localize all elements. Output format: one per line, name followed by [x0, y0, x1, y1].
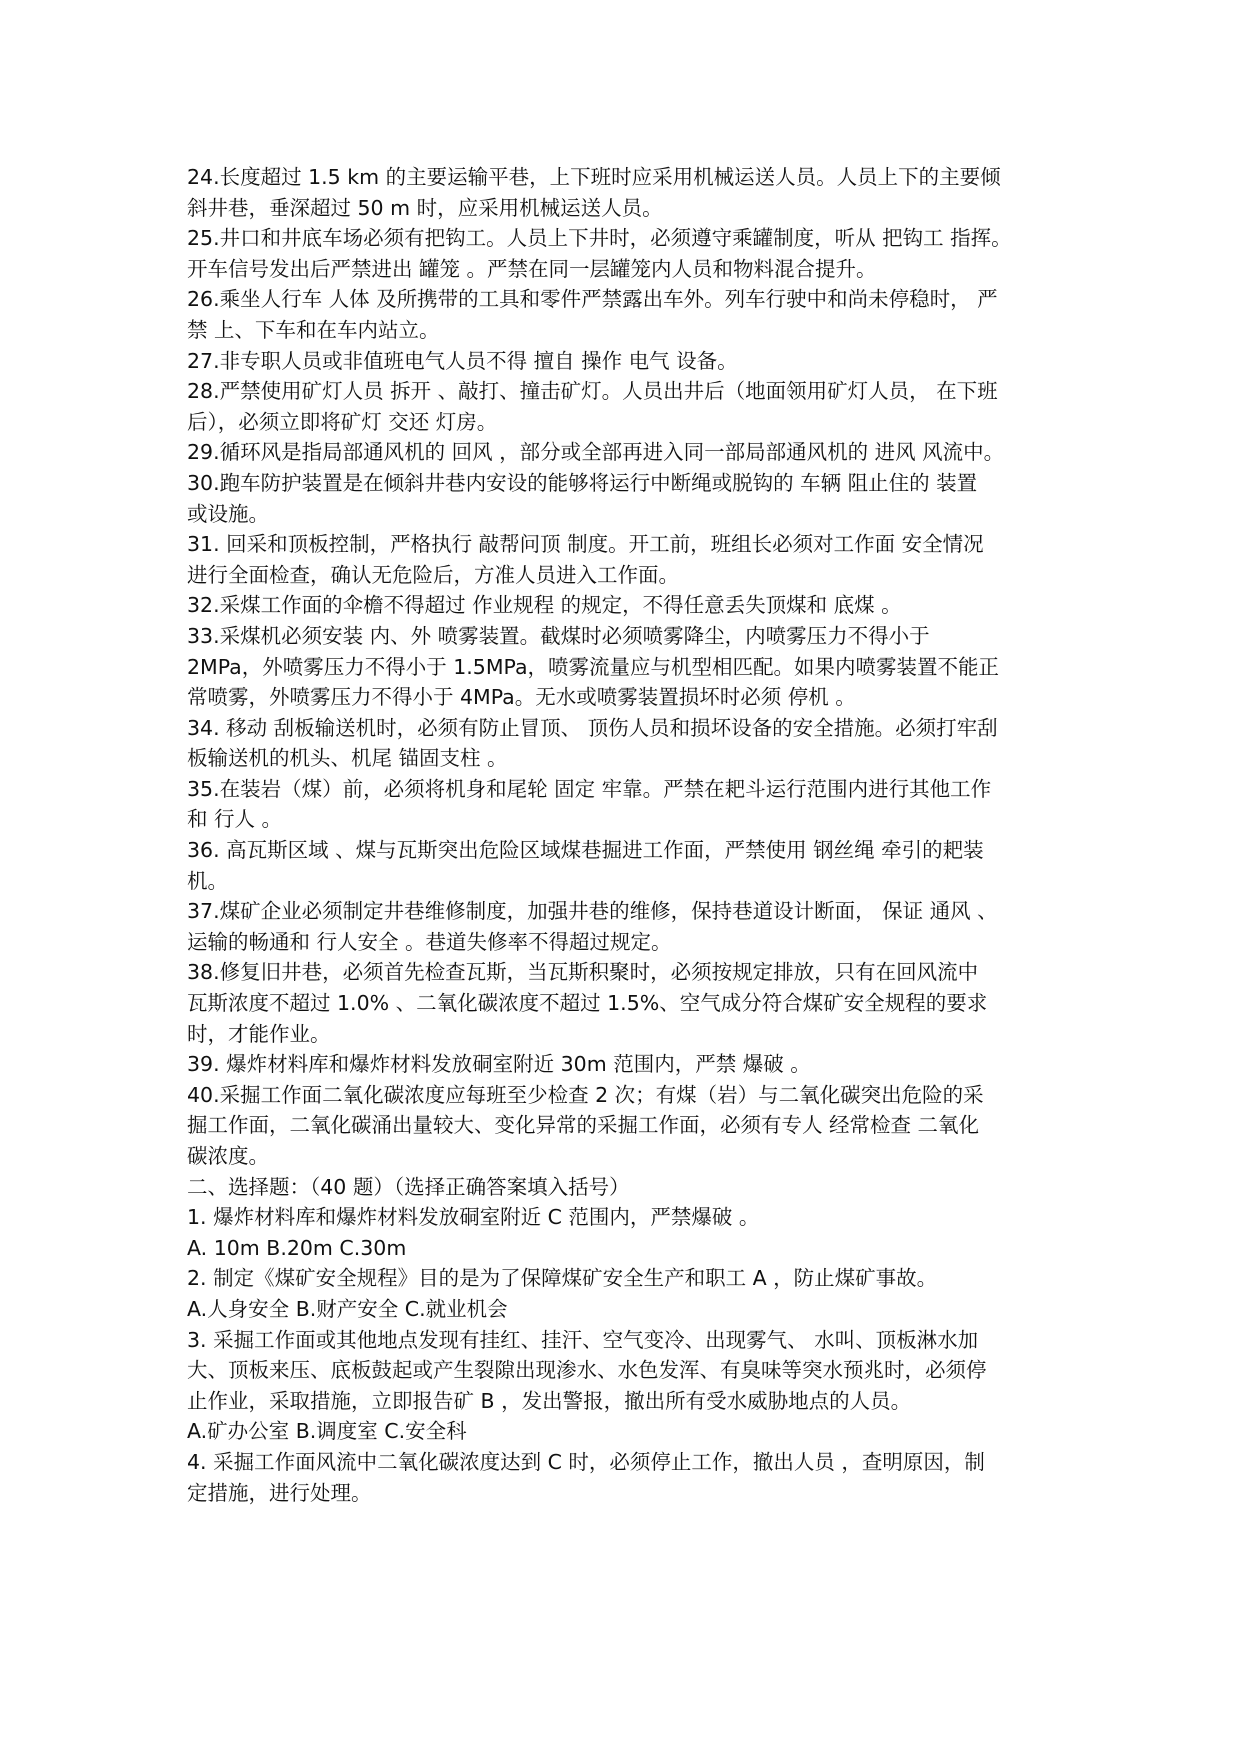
question-text: 1. 爆炸材料库和爆炸材料发放硐室附近 C 范围内，严禁爆破 。 [187, 1205, 760, 1230]
text-line: 进行全面检查，确认无危险后，方准人员进入工作面。 [187, 562, 679, 587]
question-text: 3. 采掘工作面或其他地点发现有挂红、挂汗、空气变冷、出现雾气、 水叫、顶板淋水加 [187, 1327, 979, 1352]
text-line: 碳浓度。 [187, 1144, 269, 1168]
text-line: 26.乘坐人行车 人体 及所携带的工具和零件严禁露出车外。列车行驶中和尚未停稳时， 严 [187, 287, 998, 312]
document-body [187, 162, 1057, 1508]
answer-options: A. 10m B.20m C.30m [187, 1235, 407, 1260]
text-line: 38.修复旧井巷，必须首先检查瓦斯，当瓦斯积聚时，必须按规定排放，只有在回风流中 [187, 960, 979, 985]
answer-options: A.人身安全 B.财产安全 C.就业机会 [187, 1296, 508, 1321]
text-line: 掘工作面，二氧化碳涌出量较大、变化异常的采掘工作面，必须有专人 经常检查 二氧化 [187, 1113, 980, 1138]
text-line: 39. 爆炸材料库和爆炸材料发放硐室附近 30m 范围内，严禁 爆破 。 [187, 1052, 811, 1077]
question-text: 定措施，进行处理。 [187, 1480, 372, 1505]
text-line: 36. 高瓦斯区域 、煤与瓦斯突出危险区域煤巷掘进工作面，严禁使用 钢丝绳 牵引的耙装 [187, 838, 984, 863]
text-line: 禁 上、下车和在车内站立。 [187, 317, 440, 342]
text-line: 40.采掘工作面二氧化碳浓度应每班至少检查 2 次；有煤（岩）与二氧化碳突出危险的采 [187, 1082, 984, 1107]
text-line: 32.采煤工作面的伞檐不得超过 作业规程 的规定，不得任意丢失顶煤和 底煤 。 [187, 593, 902, 618]
text-line: 斜井巷，垂深超过 50 m 时，应采用机械运送人员。 [187, 195, 663, 220]
question-text: 大、顶板来压、底板鼓起或产生裂隙出现渗水、水色发浑、有臭味等突水预兆时，必须停 [187, 1358, 987, 1383]
question-text: 4. 采掘工作面风流中二氧化碳浓度达到 C 时，必须停止工作，撤出人员 ，查明原因，制 [187, 1449, 985, 1474]
text-line: 35.在装岩（煤）前，必须将机身和尾轮 固定 牢靠。严禁在耙斗运行范围内进行其他工作 [187, 776, 992, 801]
text-line: 2MPa，外喷雾压力不得小于 1.5MPa，喷雾流量应与机型相匹配。如果内喷雾装置不能正 [187, 654, 1000, 679]
text-line: 后），必须立即将矿灯 交还 灯房。 [187, 409, 498, 434]
text-line: 37.煤矿企业必须制定井巷维修制度，加强井巷的维修，保持巷道设计断面， 保证 通风 、 [187, 899, 998, 924]
text-line: 运输的畅通和 行人安全 。巷道失修率不得超过规定。 [187, 929, 672, 954]
text-line: 33.采煤机必须安装 内、外 喷雾装置。截煤时必须喷雾降尘，内喷雾压力不得小于 [187, 623, 930, 648]
text-line: 34. 移动 刮板输送机时，必须有防止冒顶、 顶伤人员和损坏设备的安全措施。必须打牢刮 [187, 715, 998, 740]
text-line: 30.跑车防护装置是在倾斜井巷内安设的能够将运行中断绳或脱钩的 车辆 阻止住的 装置 [187, 470, 978, 495]
text-line: 31. 回采和顶板控制，严格执行 敲帮问顶 制度。开工前，班组长必须对工作面 安全情况 [187, 532, 984, 557]
text-line: 瓦斯浓度不超过 1.0% 、二氧化碳浓度不超过 1.5%、空气成分符合煤矿安全规程的要求 [187, 991, 988, 1016]
text-line: 常喷雾，外喷雾压力不得小于 4MPa。无水或喷雾装置损坏时必须 停机 。 [187, 685, 856, 710]
answer-options: A.矿办公室 B.调度室 C.安全科 [187, 1419, 467, 1444]
text-line: 27.非专职人员或非值班电气人员不得 擅自 操作 电气 设备。 [187, 348, 738, 373]
text-line: 板输送机的机头、机尾 锚固支柱 。 [187, 746, 508, 771]
text-line: 和 行人 。 [187, 807, 283, 832]
text-line: 24.长度超过 1.5 km 的主要运输平巷，上下班时应采用机械运送人员。人员上下的主要倾 [187, 165, 1001, 189]
question-text: 止作业，采取措施，立即报告矿 B ，发出警报，撤出所有受水威胁地点的人员。 [187, 1388, 912, 1413]
text-line: 29.循环风是指局部通风机的 回风 ，部分或全部再进入同一部局部通风机的 进风 风流中。 [187, 440, 1005, 465]
text-line: 或设施。 [187, 501, 269, 526]
text-line: 机。 [187, 868, 228, 893]
question-text: 2. 制定《煤矿安全规程》目的是为了保障煤矿安全生产和职工 A ，防止煤矿事故。 [187, 1266, 938, 1291]
text-line: 时，才能作业。 [187, 1021, 331, 1046]
section-heading: 二、选择题：（40 题）（选择正确答案填入括号） [187, 1174, 630, 1199]
text-line: 25.井口和井底车场必须有把钩工。人员上下井时，必须遵守乘罐制度，听从 把钩工 指挥。 [187, 226, 1012, 251]
text-line: 28.严禁使用矿灯人员 拆开 、敲打、撞击矿灯。人员出井后（地面领用矿灯人员， 在下班 [187, 379, 998, 404]
text-line: 开车信号发出后严禁进出 罐笼 。严禁在同一层罐笼内人员和物料混合提升。 [187, 256, 877, 281]
